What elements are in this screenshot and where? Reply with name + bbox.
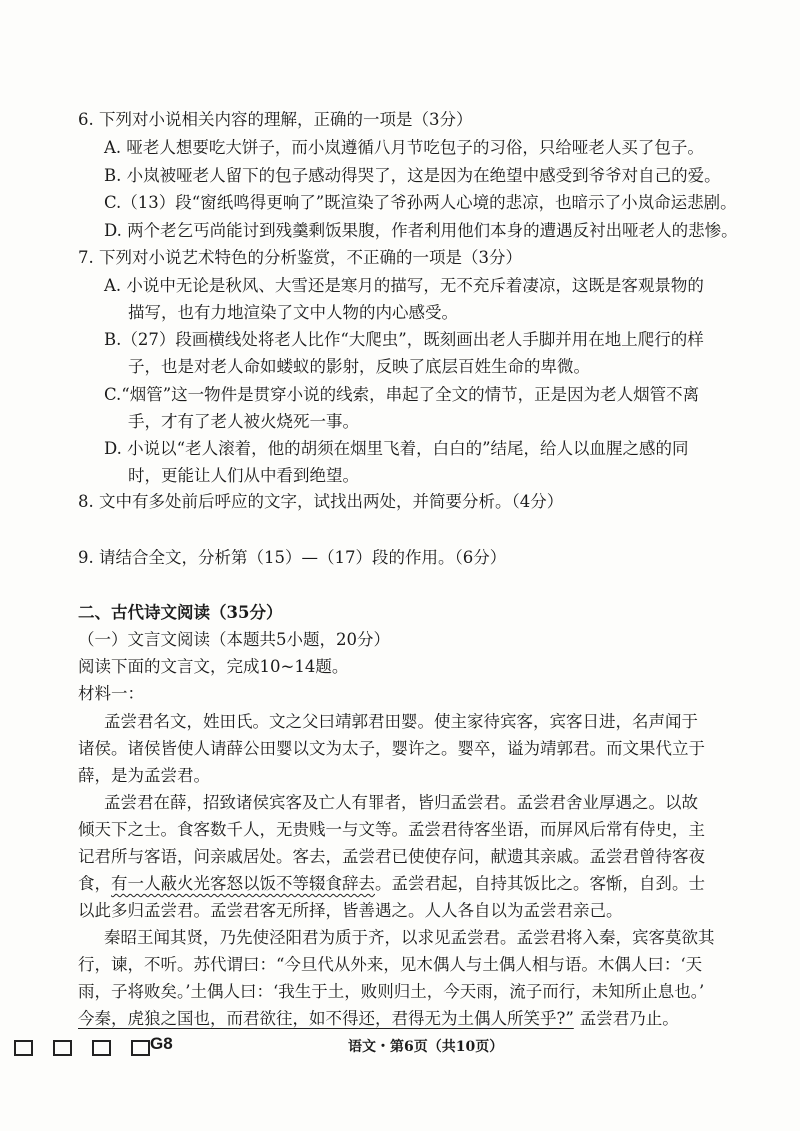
q6-option-a: A. 哑老人想要吃大饼子，而小岚遵循八月节吃包子的习俗，只给哑老人买了包子。 bbox=[104, 138, 704, 157]
passage-p1-line2: 诸侯。诸侯皆使人请薛公田婴以文为太子，婴许之。婴卒，谥为靖郭君。而文果代立于 bbox=[78, 739, 705, 758]
q7-option-c-line2: 手，才有了老人被火烧死一事。 bbox=[128, 412, 359, 431]
q6-option-b: B. 小岚被哑老人留下的包子感动得哭了，这是因为在绝望中感受到爷爷对自己的爱。 bbox=[104, 166, 721, 185]
passage-p2-line2: 倾天下之士。食客数千人，无贵贱一与文等。孟尝君待客坐语，而屏风后常有侍史，主 bbox=[78, 820, 705, 839]
passage-p2-line1: 孟尝君在薛，招致诸侯宾客及亡人有罪者，皆归孟尝君。孟尝君舍业厚遇之。以故 bbox=[104, 793, 698, 812]
footer-code: G8 bbox=[150, 1034, 173, 1053]
q6-stem: 6. 下列对小说相关内容的理解，正确的一项是（3分） bbox=[78, 110, 473, 129]
passage-p2-line4-end: 。孟尝君起，自持其饭比之。客惭，自刭。士 bbox=[375, 874, 705, 893]
footer-boxes bbox=[14, 1040, 150, 1056]
passage-p3-line4-end: 孟尝君乃止。 bbox=[579, 1009, 679, 1028]
underlined-sentence: 今秦，虎狼之国也，而君欲往，如不得还，君得无为土偶人所笑乎?” bbox=[78, 1009, 574, 1028]
q7-option-a-line2: 描写，也有力地渲染了文中人物的内心感受。 bbox=[128, 303, 458, 322]
q7-option-d-line2: 时，更能让人们从中看到绝望。 bbox=[128, 466, 359, 485]
passage-p3-line3: 雨，子将败矣。’土偶人曰：‘我生于土，败则归土，今天雨，流子而行，未知所止息也。’ bbox=[78, 982, 705, 1001]
q7-option-c-line1: C.“烟管”这一物件是贯穿小说的线索，串起了全文的情节，正是因为老人烟管不离 bbox=[104, 385, 700, 404]
passage-p2-line5: 以此多归孟尝君。孟尝君客无所择，皆善遇之。人人各自以为孟尝君亲己。 bbox=[78, 901, 623, 920]
passage-p2-line3: 记君所与客语，问亲戚居处。客去，孟尝君已使使存问，献遗其亲戚。孟尝君曾待客夜 bbox=[78, 847, 705, 866]
passage-p1-line3: 薛，是为孟尝君。 bbox=[78, 766, 210, 785]
passage-p2-line4 bbox=[78, 874, 705, 894]
q9-stem: 9. 请结合全文，分析第（15）—（17）段的作用。（6分） bbox=[78, 548, 507, 567]
section-heading: 二、古代诗文阅读（35分） bbox=[78, 603, 283, 622]
q6-option-c: C.（13）段“窗纸鸣得更响了”既渲染了爷孙两人心境的悲凉，也暗示了小岚命运悲剧。 bbox=[104, 193, 737, 212]
footer-box bbox=[53, 1040, 72, 1056]
reading-instruction: 阅读下面的文言文，完成10~14题。 bbox=[78, 657, 349, 676]
footer-box bbox=[131, 1040, 150, 1056]
passage-p3-line2: 行，谏，不听。苏代谓曰：“今旦代从外来，见木偶人与土偶人相与语。木偶人曰：‘天 bbox=[78, 955, 703, 974]
subsection-heading: （一）文言文阅读（本题共5小题，20分） bbox=[78, 630, 390, 649]
passage-p3-line1: 秦昭王闻其贤，乃先使泾阳君为质于齐，以求见孟尝君。孟尝君将入秦，宾客莫欲其 bbox=[104, 928, 715, 947]
passage-p3-line4 bbox=[78, 1009, 679, 1029]
footer-page-number: 语文・第6页（共10页） bbox=[348, 1039, 504, 1055]
passage-p1-line1: 孟尝君名文，姓田氏。文之父曰靖郭君田婴。使主家待宾客，宾客日进，名声闻于 bbox=[104, 712, 698, 731]
passage-p2-line4-start: 食， bbox=[78, 874, 111, 893]
q8-stem: 8. 文中有多处前后呼应的文字，试找出两处，并简要分析。（4分） bbox=[78, 492, 564, 511]
footer-box bbox=[92, 1040, 111, 1056]
q7-option-b-line2: 子，也是对老人命如蝼蚁的影射，反映了底层百姓生命的卑微。 bbox=[128, 357, 590, 376]
q7-option-a-line1: A. 小说中无论是秋风、大雪还是寒月的描写，无不充斥着凄凉，这既是客观景物的 bbox=[104, 276, 704, 295]
footer-box bbox=[14, 1040, 33, 1056]
q6-option-d: D. 两个老乞丐尚能讨到残羹剩饭果腹，作者利用他们本身的遭遇反衬出哑老人的悲惨。 bbox=[104, 221, 738, 240]
q7-option-d-line1: D. 小说以“老人滚着，他的胡须在烟里飞着，白白的”结尾，给人以血腥之感的同 bbox=[104, 439, 689, 458]
q7-option-b-line1: B.（27）段画横线处将老人比作“大爬虫”，既刻画出老人手脚并用在地上爬行的样 bbox=[104, 330, 704, 349]
q7-stem: 7. 下列对小说艺术特色的分析鉴赏，不正确的一项是（3分） bbox=[78, 248, 522, 267]
material-label: 材料一： bbox=[78, 684, 144, 703]
wavy-underlined-sentence: 有一人蔽火光客怒以饭不等辍食辞去 bbox=[111, 874, 375, 893]
